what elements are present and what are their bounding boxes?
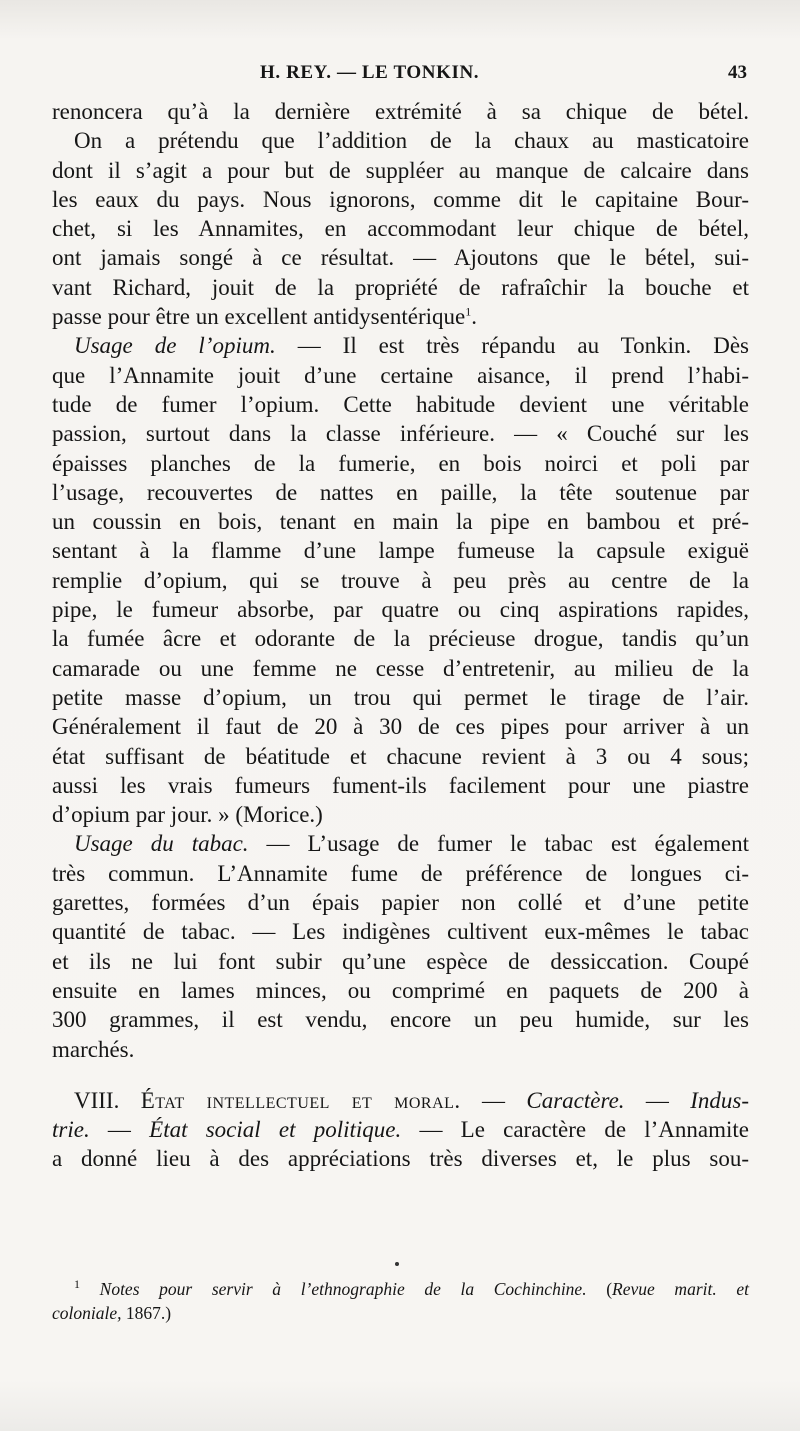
text-line: ensuite en lames minces, ou comprimé en paquets de 200 à (52, 977, 749, 1003)
text-fragment: — (624, 1087, 691, 1113)
text-line: a donné lieu à des appréciations très diverses et, le plus sou- (52, 1146, 749, 1172)
text-line: épaisses planches de la fumerie, en bois noirci et poli par (52, 450, 749, 476)
text-line: pipe, le fumeur absorbe, par quatre ou cinq aspirations rapides, (52, 597, 749, 623)
footnote-marker: 1 (74, 1277, 80, 1292)
text-line: vant Richard, jouit de la propriété de rafraîchir la bouche et (52, 274, 749, 300)
section-gap (52, 1064, 749, 1086)
section-number: VIII. (74, 1087, 120, 1113)
text-line: état suffisant de béatitude et chacune revient à 3 ou 4 sous; (52, 743, 749, 769)
text-fragment: — Il est très répandu au Tonkin. Dès (275, 333, 749, 359)
text-line: sentant à la flamme d’une lampe fumeuse la capsule exiguë (52, 538, 749, 564)
text-line: petite masse d’opium, un trou qui permet le tirage de l’air. (52, 684, 749, 710)
text-line: quantité de tabac. — Les indigènes cultivent eux-mêmes le tabac (52, 919, 749, 945)
footnote (52, 1277, 749, 1325)
text-line: camarade ou une femme ne cesse d’entretenir, au milieu de la (52, 655, 749, 681)
text-line: passion, surtout dans la classe inférieure. — « Couché sur les (52, 421, 749, 447)
body-text (52, 97, 749, 1174)
page-number: 43 (728, 62, 747, 83)
text-line: tude de fumer l’opium. Cette habitude devient une véritable (52, 391, 749, 417)
text-line: 300 grammes, il est vendu, encore un peu humide, sur les (52, 1007, 749, 1033)
text-line: la fumée âcre et odorante de la précieuse drogue, tandis qu’un (52, 626, 749, 652)
text-fragment: — Le caractère de l’Annamite (401, 1117, 750, 1143)
text-line: aussi les vrais fumeurs fument-ils facilement pour une piastre (52, 772, 749, 798)
text-line (52, 1115, 749, 1144)
text-fragment: ( (586, 1279, 613, 1299)
footnote-reference: 1 (465, 304, 472, 319)
text-line: remplie d’opium, qui se trouve à peu près au centre de la (52, 567, 749, 593)
footnote-title: Notes pour servir à l’ethnographie de la Cochinchine. (99, 1279, 587, 1299)
text-line: renoncera qu’à la dernière extrémité à sa chique de bétel. (52, 99, 749, 124)
text-line: garettes, formées d’un épais papier non collé et d’une petite (52, 890, 749, 916)
text-line (52, 829, 749, 858)
text-line: marchés. (52, 1036, 135, 1062)
text-line: un coussin en bois, tenant en main la pipe en bambou et pré- (52, 509, 749, 535)
section-heading-line (52, 1086, 749, 1115)
text-line (52, 331, 749, 360)
text-line: ont jamais songé à ce résultat. — Ajoutons que le bétel, sui- (52, 245, 749, 271)
page-header (52, 62, 749, 88)
running-head: H. REY. — LE TONKIN. (260, 62, 480, 83)
footnote-year: 1867.) (121, 1303, 172, 1323)
section-subtitle-industrie: Indus- (690, 1087, 749, 1113)
text-line: très commun. L’Annamite fume de préférence de longues ci- (52, 860, 749, 886)
subsection-heading-tabac: Usage du tabac. (74, 831, 249, 857)
text-line (52, 302, 749, 331)
footnote-separator-dot (395, 1262, 399, 1266)
text-line: On a prétendu que l’addition de la chaux au masticatoire (74, 128, 749, 154)
text-line: les eaux du pays. Nous ignorons, comme dit le capitaine Bour- (52, 186, 749, 212)
text-fragment: — L’usage de fumer le tabac est également (248, 831, 749, 857)
text-fragment: — (89, 1117, 150, 1143)
footnote-journal: Revue marit. et (612, 1279, 749, 1299)
section-title: État intellectuel et moral. (140, 1087, 461, 1113)
section-subtitle-etat-social: État social et politique. (149, 1117, 402, 1143)
text-fragment: — (460, 1087, 527, 1113)
text-line: et ils ne lui font subir qu’une espèce de dessiccation. Coupé (52, 948, 749, 974)
text-line: d’opium par jour. » (Morice.) (52, 802, 323, 828)
text-line: que l’Annamite jouit d’une certaine aisance, il prend l’habi- (52, 362, 749, 388)
text-line: l’usage, recouvertes de nattes en paille, la tête soutenue par (52, 479, 749, 505)
footnote-journal-cont: coloniale, (52, 1303, 122, 1323)
footnote-line (52, 1277, 749, 1301)
text-fragment: passe pour être un excellent antidysentérique (52, 304, 466, 330)
text-fragment: . (471, 304, 477, 330)
text-line: Généralement il faut de 20 à 30 de ces pipes pour arriver à un (52, 714, 749, 740)
text-line: chet, si les Annamites, en accommodant leur chique de bétel, (52, 216, 749, 242)
section-subtitle-caractere: Caractère. (526, 1087, 625, 1113)
text-line: dont il s’agit a pour but de suppléer au manque de calcaire dans (52, 157, 749, 183)
text-fragment: trie. (52, 1117, 90, 1143)
footnote-line (52, 1301, 749, 1325)
subsection-heading-opium: Usage de l’opium. (74, 333, 276, 359)
